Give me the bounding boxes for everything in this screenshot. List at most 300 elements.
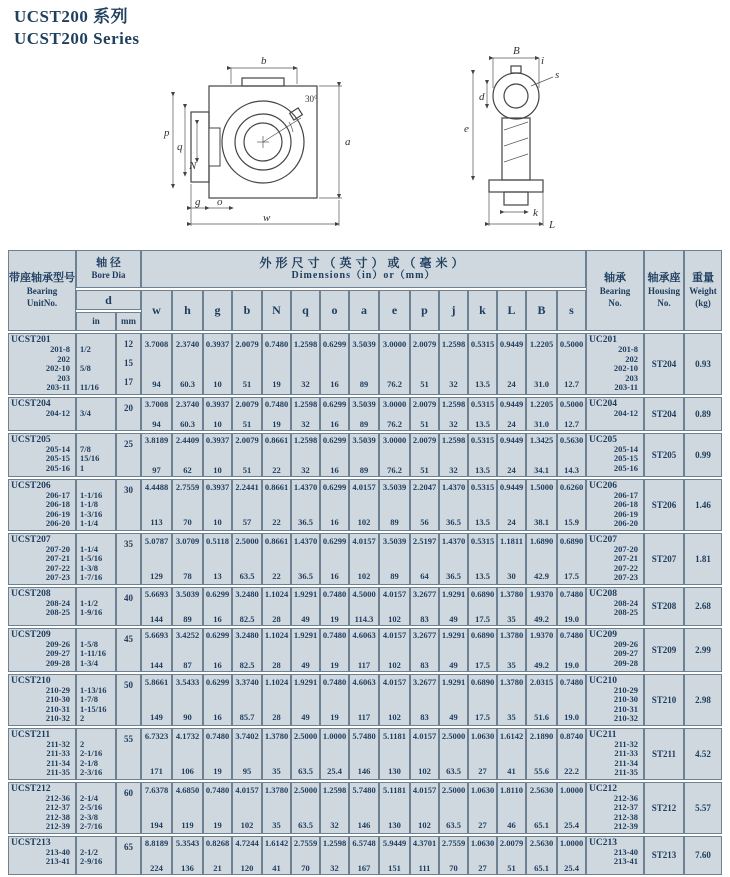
dim-mm-value: 119 <box>181 820 194 830</box>
bearing-no-line: 213-40 <box>613 846 639 857</box>
dim-cell <box>379 533 410 585</box>
bore-in-line: 1-15/16 <box>80 703 107 714</box>
front-dim-a: a <box>345 136 351 148</box>
header-row-1 <box>8 250 722 288</box>
dim-cell <box>291 587 320 626</box>
front-angle-label: 30° <box>305 94 318 104</box>
dim-cell <box>439 533 468 585</box>
weight-cell: 0.99 <box>684 433 722 477</box>
dim-mm-value: 94 <box>152 418 161 429</box>
dim-mm-value: 65.1 <box>534 862 549 873</box>
model-line: 204-12 <box>45 407 70 418</box>
dim-inch-value: 1.1811 <box>500 536 523 546</box>
dim-mm-value: 83 <box>420 613 429 624</box>
dim-mm-value: 46 <box>507 820 516 830</box>
dim-mm-value: 89 <box>359 418 369 429</box>
dim-inch-value: 5.7480 <box>352 785 376 795</box>
dim-inch-value: 3.2677 <box>412 629 437 640</box>
bearing-no-line: UC212 <box>589 783 617 794</box>
dim-gap <box>142 795 171 820</box>
dim-mm-value: 25.4 <box>327 766 342 776</box>
bearing-no-header-zh: 轴承 <box>604 272 627 284</box>
dim-cell <box>291 728 320 780</box>
dim-gap <box>558 848 585 863</box>
dim-cell <box>439 836 468 875</box>
dim-gap <box>440 349 467 379</box>
dim-gap <box>233 640 261 660</box>
bore-in-line: 1-11/16 <box>80 648 106 658</box>
dim-mm-value: 35 <box>272 820 281 830</box>
dim-gap <box>233 687 261 712</box>
model-line: 211-33 <box>46 748 70 758</box>
model-line: 208-25 <box>45 607 70 617</box>
dim-inch-value: 1.0000 <box>559 837 584 848</box>
dim-gap <box>292 492 319 517</box>
model-line: 202-10 <box>45 363 70 373</box>
model-line: 212-39 <box>45 821 70 831</box>
model-line: UCST213 <box>11 837 51 848</box>
dim-cell <box>203 433 232 477</box>
weight-cell: 2.68 <box>684 587 722 626</box>
model-line: 207-21 <box>45 553 70 563</box>
dim-gap <box>527 795 556 820</box>
dim-gap <box>233 349 261 379</box>
dimensions-header-zh: 外形尺寸（英寸）或（毫米） <box>259 256 468 270</box>
dim-gap <box>440 795 467 820</box>
dim-gap <box>469 741 496 766</box>
dim-inch-value: 1.3780 <box>499 629 524 640</box>
dim-mm-value: 78 <box>183 571 192 581</box>
dim-inch-value: 1.0000 <box>322 731 347 741</box>
model-line: 211-32 <box>46 738 70 749</box>
unit-no-cell <box>8 433 76 477</box>
dim-cell <box>349 533 379 585</box>
dim-cell <box>349 587 379 626</box>
dim-gap <box>380 409 409 419</box>
dim-mm-value: 30 <box>507 571 516 581</box>
table-row <box>8 728 722 780</box>
dim-mm-value: 24 <box>507 418 516 429</box>
dim-cell <box>439 628 468 672</box>
dim-gap <box>469 409 496 419</box>
dim-mm-value: 102 <box>418 766 431 776</box>
dim-mm-value: 13.5 <box>475 378 490 389</box>
dim-mm-value: 171 <box>150 766 163 776</box>
dim-inch-value: 2.5000 <box>441 731 466 741</box>
dim-mm-value: 130 <box>388 766 401 776</box>
dim-gap <box>527 546 556 571</box>
dim-cell <box>232 433 262 477</box>
dim-cell <box>497 479 526 531</box>
dim-inch-value: 2.5630 <box>529 837 554 848</box>
dim-mm-value: 35 <box>507 613 516 624</box>
dim-mm-value: 19.0 <box>564 659 579 670</box>
dim-letter-header: h <box>172 290 203 331</box>
dim-cell <box>232 782 262 834</box>
dim-mm-value: 19 <box>213 766 222 776</box>
dim-mm-value: 16 <box>330 464 339 475</box>
dim-cell <box>468 628 497 672</box>
dim-inch-value: 2.2441 <box>235 482 259 492</box>
model-line: UCST201 <box>11 335 51 345</box>
model-line: UCST208 <box>11 588 51 599</box>
bearing-no-cell <box>586 782 644 834</box>
unit-no-cell <box>8 587 76 626</box>
bearing-no-line: 205-16 <box>613 462 639 473</box>
dim-mm-value: 36.5 <box>446 571 461 581</box>
bearing-no-line: 208-25 <box>613 607 639 617</box>
dim-cell <box>497 728 526 780</box>
dim-cell <box>172 836 203 875</box>
dim-gap <box>558 492 585 517</box>
dim-inch-value: 3.8189 <box>144 434 169 445</box>
weight-header-en2: (kg) <box>695 298 711 308</box>
dim-cell <box>379 433 410 477</box>
dim-gap <box>440 640 467 660</box>
dim-inch-value: 1.9291 <box>293 629 318 640</box>
dim-inch-value: 1.5000 <box>529 482 554 492</box>
dim-inch-value: 6.5748 <box>352 837 376 848</box>
bore-in-line: 2-7/16 <box>80 821 103 831</box>
bore-in-line: 2-5/16 <box>80 802 103 812</box>
dim-cell <box>172 479 203 531</box>
model-line: 212-36 <box>45 792 70 803</box>
housing-no-cell: ST204 <box>644 397 684 431</box>
bore-mm-line: 50 <box>124 679 133 690</box>
bore-in-line: 2-3/16 <box>80 767 103 777</box>
dim-gap <box>321 492 348 517</box>
model-line: 208-24 <box>45 597 70 608</box>
dim-inch-value: 3.7402 <box>235 731 259 741</box>
dim-cell <box>557 333 586 395</box>
dim-cell <box>203 479 232 531</box>
weight-cell: 4.52 <box>684 728 722 780</box>
bearing-no-line: 206-17 <box>613 489 639 500</box>
dim-gap <box>350 349 378 379</box>
table-row <box>8 628 722 672</box>
bore-in-line: 2-1/8 <box>80 757 98 768</box>
bore-mm-line: 17 <box>124 377 133 387</box>
dim-inch-value: 0.7480 <box>559 629 584 640</box>
dim-mm-value: 19 <box>330 613 339 624</box>
dim-cell <box>349 333 379 395</box>
dim-cell <box>410 479 439 531</box>
dim-gap <box>263 445 290 465</box>
dim-inch-value: 1.2205 <box>529 398 554 409</box>
dim-gap <box>321 445 348 465</box>
dim-gap <box>469 795 496 820</box>
dim-gap <box>558 640 585 660</box>
dim-cell <box>262 433 291 477</box>
dim-cell <box>410 433 439 477</box>
dim-mm-value: 24 <box>507 378 516 389</box>
dim-cell <box>232 674 262 726</box>
dim-cell <box>526 433 557 477</box>
housing-no-cell: ST204 <box>644 333 684 395</box>
model-line: 210-31 <box>45 703 70 714</box>
weight-cell: 2.99 <box>684 628 722 672</box>
model-line: 205-16 <box>45 462 70 473</box>
dim-cell <box>141 782 172 834</box>
dim-mm-value: 12.7 <box>564 378 579 389</box>
dim-cell <box>557 433 586 477</box>
bearing-no-line: 206-20 <box>613 518 639 528</box>
dim-gap <box>142 409 171 419</box>
bore-mm-line: 25 <box>124 438 133 449</box>
dim-mm-value: 95 <box>242 766 252 776</box>
dim-gap <box>263 546 290 571</box>
dim-letter-header: w <box>141 290 172 331</box>
dim-cell <box>497 782 526 834</box>
dim-gap <box>173 546 202 571</box>
model-line: 210-32 <box>45 713 70 723</box>
dim-mm-value: 76.2 <box>387 418 402 429</box>
dim-letter-header: B <box>526 290 557 331</box>
dim-mm-value: 120 <box>240 862 254 873</box>
bore-in-line: 7/8 <box>80 443 91 454</box>
dim-cell <box>172 782 203 834</box>
bore-in-cell <box>76 433 116 477</box>
dim-letter-header: g <box>203 290 232 331</box>
dim-cell <box>232 628 262 672</box>
dim-inch-value: 0.6299 <box>205 629 230 640</box>
dim-letter-header: q <box>291 290 320 331</box>
bore-mm-cell <box>116 782 141 834</box>
bore-mm-cell <box>116 333 141 395</box>
dim-mm-value: 27 <box>478 766 487 776</box>
bearing-no-line: 202 <box>625 353 639 364</box>
dim-mm-value: 56 <box>420 517 429 527</box>
unit-no-cell <box>8 674 76 726</box>
dim-mm-value: 36.5 <box>298 571 313 581</box>
dim-mm-value: 87 <box>183 659 192 670</box>
dim-mm-value: 19 <box>330 659 339 670</box>
dim-mm-value: 106 <box>181 766 194 776</box>
dim-cell <box>203 333 232 395</box>
unit-no-cell <box>8 628 76 672</box>
dim-cell <box>320 674 349 726</box>
bore-mm-cell <box>116 836 141 875</box>
dim-cell <box>203 533 232 585</box>
dim-mm-value: 194 <box>150 820 163 830</box>
bearing-no-line: 205-15 <box>613 453 639 463</box>
dim-gap <box>440 848 467 863</box>
dim-cell <box>468 674 497 726</box>
bore-mm-line: 60 <box>124 787 133 798</box>
dim-cell <box>203 836 232 875</box>
dim-inch-value: 2.5000 <box>235 536 259 546</box>
model-line: 205-14 <box>45 443 70 454</box>
weight-header-en1: Weight <box>689 286 717 296</box>
bearing-no-line: 206-18 <box>613 499 639 509</box>
dim-inch-value: 0.6299 <box>322 434 347 445</box>
dim-letter-header: a <box>349 290 379 331</box>
dim-mm-value: 70 <box>449 862 458 873</box>
dim-cell <box>526 782 557 834</box>
bore-mm-cell <box>116 728 141 780</box>
dim-mm-value: 51.6 <box>534 712 549 722</box>
dim-cell <box>497 587 526 626</box>
table-row <box>8 533 722 585</box>
dim-mm-value: 17.5 <box>475 712 490 722</box>
dim-mm-value: 62 <box>183 464 192 475</box>
dim-cell <box>262 333 291 395</box>
dim-mm-value: 82.5 <box>239 613 255 624</box>
dim-gap <box>142 848 171 863</box>
dim-mm-value: 12.7 <box>564 418 579 429</box>
front-view-diagram <box>139 44 389 234</box>
dim-inch-value: 4.1732 <box>175 731 200 741</box>
dim-cell <box>410 533 439 585</box>
dim-inch-value: 0.5315 <box>470 338 495 349</box>
dim-cell <box>439 333 468 395</box>
bore-in-line: 2 <box>80 713 85 723</box>
bearing-no-cell <box>586 728 644 780</box>
dim-cell <box>141 728 172 780</box>
bearing-no-line: UC211 <box>589 729 617 740</box>
bore-mm-line: 40 <box>124 592 133 603</box>
dim-inch-value: 0.6299 <box>322 338 347 349</box>
model-line: 209-27 <box>45 648 70 658</box>
bearing-no-cell <box>586 587 644 626</box>
dim-gap <box>292 349 319 379</box>
dim-gap <box>321 599 348 614</box>
dim-mm-value: 32 <box>330 862 339 873</box>
dim-cell <box>526 533 557 585</box>
dim-mm-value: 27 <box>478 862 487 873</box>
bearing-no-line: 211-33 <box>614 748 639 758</box>
dim-gap <box>292 599 319 614</box>
dim-inch-value: 2.3740 <box>175 398 200 409</box>
bearing-no-line: 212-38 <box>613 811 639 822</box>
dim-inch-value: 3.5039 <box>382 482 407 492</box>
dim-gap <box>233 795 261 820</box>
dim-cell <box>439 674 468 726</box>
bore-mm-line: 20 <box>124 402 133 413</box>
dim-gap <box>263 848 290 863</box>
dim-mm-value: 49 <box>449 659 458 670</box>
bore-in-line: 5/8 <box>80 363 91 373</box>
dim-cell <box>291 433 320 477</box>
dim-mm-value: 16 <box>330 517 339 527</box>
bearing-no-line: UC213 <box>589 837 617 848</box>
dim-gap <box>527 640 556 660</box>
weight-cell: 2.98 <box>684 674 722 726</box>
dim-inch-value: 0.7480 <box>205 785 230 795</box>
dim-gap <box>292 640 319 660</box>
dim-mm-value: 10 <box>213 464 222 475</box>
dim-cell <box>172 433 203 477</box>
dim-gap <box>411 445 438 465</box>
dim-mm-value: 64 <box>420 571 429 581</box>
bearing-no-line: 203-11 <box>614 382 639 392</box>
dim-mm-value: 35 <box>507 659 516 670</box>
dim-gap <box>350 445 378 465</box>
dim-inch-value: 4.0157 <box>235 785 259 795</box>
model-line: 211-35 <box>46 767 70 777</box>
bore-in-cell <box>76 479 116 531</box>
dim-gap <box>350 741 378 766</box>
dim-cell <box>410 728 439 780</box>
dim-cell <box>291 479 320 531</box>
dim-mm-value: 32 <box>330 820 339 830</box>
dim-inch-value: 1.6142 <box>264 837 289 848</box>
dim-cell <box>232 397 262 431</box>
dim-inch-value: 4.6063 <box>352 677 376 687</box>
dim-gap <box>233 599 261 614</box>
bore-in-line <box>77 435 115 445</box>
bore-in-line: 2 <box>80 738 85 749</box>
model-line: 207-20 <box>45 543 70 554</box>
bearing-no-cell <box>586 628 644 672</box>
dim-cell <box>320 836 349 875</box>
dim-mm-value: 24 <box>507 464 516 475</box>
dim-cell <box>557 728 586 780</box>
dim-inch-value: 0.7480 <box>264 398 289 409</box>
dim-cell <box>262 628 291 672</box>
dim-inch-value: 4.0157 <box>352 482 376 492</box>
dim-mm-value: 63.5 <box>446 766 461 776</box>
dim-cell <box>172 333 203 395</box>
front-dim-g: g <box>195 196 201 208</box>
dim-mm-value: 32 <box>301 418 310 429</box>
dim-gap <box>233 848 261 863</box>
dim-mm-value: 15.9 <box>564 517 579 527</box>
bore-in-line: 1 <box>80 462 85 473</box>
dim-inch-value: 3.2677 <box>412 677 437 687</box>
bearing-no-cell <box>586 836 644 875</box>
dim-inch-value: 0.8661 <box>264 434 289 445</box>
unit-no-cell <box>8 782 76 834</box>
dim-inch-value: 5.6693 <box>144 629 169 640</box>
dim-mm-value: 82.5 <box>239 659 255 670</box>
dim-inch-value: 4.3701 <box>412 837 437 848</box>
dim-inch-value: 2.3740 <box>175 338 200 349</box>
model-line: UCST207 <box>11 534 51 545</box>
dim-cell <box>439 587 468 626</box>
dim-gap <box>173 349 202 379</box>
dim-gap <box>498 741 525 766</box>
dim-gap <box>263 349 290 379</box>
bore-in-line: 1-5/8 <box>80 638 98 649</box>
dim-cell <box>526 333 557 395</box>
dim-gap <box>204 445 231 465</box>
bore-in-cell <box>76 674 116 726</box>
dim-cell <box>379 728 410 780</box>
bearing-no-line: 207-23 <box>613 572 639 582</box>
dim-cell <box>262 533 291 585</box>
dim-inch-value: 3.0000 <box>382 434 407 445</box>
bearing-no-line: 208-24 <box>613 597 639 608</box>
unit-no-cell <box>8 728 76 780</box>
bore-in-cell <box>76 782 116 834</box>
dim-gap <box>440 741 467 766</box>
bearing-no-line: 209-28 <box>613 657 639 668</box>
bore-in-line <box>77 838 115 848</box>
dim-mm-value: 51 <box>242 418 252 429</box>
housing-no-cell: ST210 <box>644 674 684 726</box>
bore-in-line: 1-3/8 <box>80 562 98 573</box>
dim-cell <box>349 479 379 531</box>
dim-mm-value: 102 <box>388 613 401 624</box>
dim-inch-value: 3.2677 <box>412 588 437 599</box>
dim-mm-value: 113 <box>150 517 163 527</box>
dim-inch-value: 1.8110 <box>500 785 523 795</box>
model-line: 212-37 <box>45 802 70 812</box>
bearing-no-line: 211-32 <box>614 738 639 749</box>
dim-inch-value: 2.5000 <box>293 785 318 795</box>
dim-inch-value: 3.2480 <box>235 588 259 599</box>
